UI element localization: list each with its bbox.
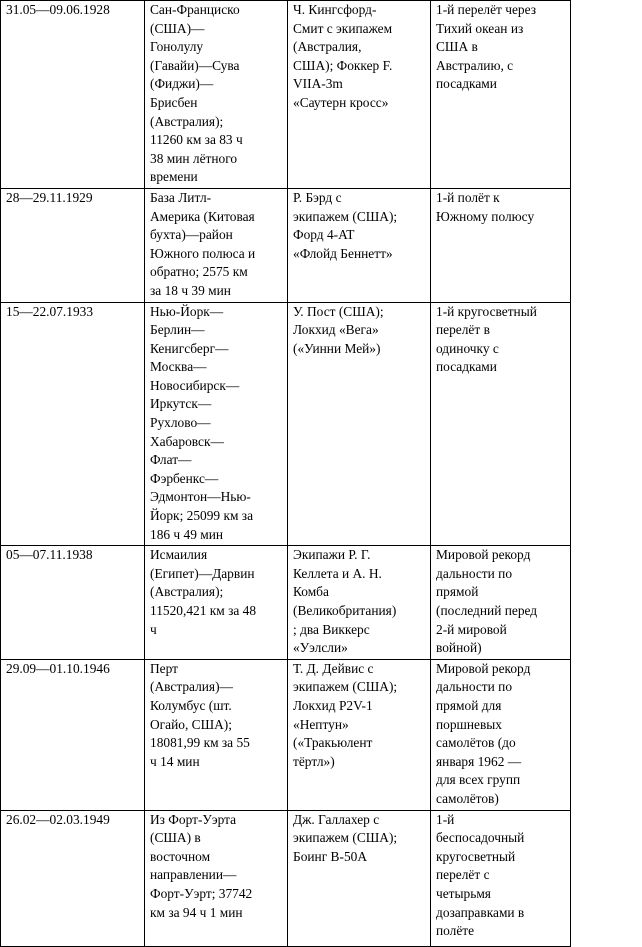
cell-line: (Гавайи)—Сува xyxy=(150,57,240,73)
route-cell xyxy=(145,659,288,810)
cell-line: Фэрбенкс— xyxy=(150,470,219,486)
cell-line: Нью-Йорк— xyxy=(150,303,224,319)
cell-line: дозаправками в xyxy=(436,904,525,920)
cell-line: (США) в xyxy=(150,830,201,846)
cell-line: Сан-Франциско xyxy=(150,2,240,17)
cell-line: Локхид «Вега» xyxy=(293,322,379,338)
cell-line: У. Пост (США); xyxy=(293,303,384,319)
cell-line: Огайо, США); xyxy=(150,716,232,732)
cell-line: (Австралия, xyxy=(293,39,362,55)
cell-line: Эдмонтон—Нью- xyxy=(150,489,251,505)
cell-line: самолётов) xyxy=(436,790,499,806)
cell-line: 18081,99 км за 55 xyxy=(150,735,250,751)
cell-line: (Австралия); xyxy=(150,584,224,600)
cell-line: дальности по xyxy=(436,565,513,581)
cell-line: января 1962 — xyxy=(436,753,522,769)
cell-line: Москва— xyxy=(150,359,207,375)
cell-line: посадками xyxy=(436,76,497,92)
cell-line: Иркутск— xyxy=(150,396,212,412)
cell-line: 2-й мировой xyxy=(436,621,507,637)
date-cell xyxy=(1,302,145,546)
cell-line: для всех групп xyxy=(436,772,521,788)
cell-line: США в xyxy=(436,39,478,55)
table-row xyxy=(1,810,571,946)
cell-line: Америка (Китовая xyxy=(150,208,255,224)
cell-line: США); Фоккер F. xyxy=(293,57,393,73)
cell-line: Р. Бэрд с xyxy=(293,189,342,205)
cell-line: Исмаилия xyxy=(150,547,208,563)
cell-line: 186 ч 49 мин xyxy=(150,526,224,542)
cell-line: Комба xyxy=(293,584,329,600)
cell-line: самолётов (до xyxy=(436,735,516,751)
date-cell xyxy=(1,1,145,189)
cell-line: (Фиджи)— xyxy=(150,76,214,92)
cell-line: Австралию, с xyxy=(436,57,514,73)
crew-aircraft-cell xyxy=(288,1,431,189)
crew-aircraft-cell xyxy=(288,302,431,546)
cell-line: 11520,421 км за 48 xyxy=(150,603,257,618)
cell-line: Мировой рекорд xyxy=(436,547,531,563)
cell-line: посадками xyxy=(436,359,497,375)
cell-line: Дж. Галлахер с xyxy=(293,811,380,827)
cell-line: «Нептун» xyxy=(293,716,349,732)
table-body xyxy=(1,1,571,947)
route-cell xyxy=(145,546,288,660)
cell-line: войной) xyxy=(436,640,482,656)
note-cell xyxy=(431,810,571,946)
cell-line: одиночку с xyxy=(436,340,499,356)
note-cell xyxy=(431,546,571,660)
note-cell xyxy=(431,302,571,546)
cell-line: четырьмя xyxy=(436,885,491,901)
cell-line: (Великобритания) xyxy=(293,603,397,618)
cell-line: 26.02—02.03.1949 xyxy=(6,811,110,827)
cell-line: Южному полюсу xyxy=(436,208,535,224)
cell-line: Форд 4-AT xyxy=(293,227,355,243)
cell-line: Ч. Кингсфорд- xyxy=(293,2,377,17)
cell-line: перелёт с xyxy=(436,867,490,883)
cell-line: Мировой рекорд xyxy=(436,660,531,676)
cell-line: VIIA-3m xyxy=(293,76,343,92)
cell-line: 38 мин лётного xyxy=(150,150,238,166)
cell-line: Гонолулу xyxy=(150,39,204,55)
route-cell xyxy=(145,188,288,302)
cell-line: 1-й перелёт через xyxy=(436,2,537,17)
cell-line: «Флойд Беннетт» xyxy=(293,245,393,261)
cell-line: (Австралия); xyxy=(150,113,224,129)
cell-line: Хабаровск— xyxy=(150,433,224,449)
date-cell xyxy=(1,659,145,810)
cell-line: экипажем (США); xyxy=(293,208,398,224)
cell-line: беспосадочный xyxy=(436,830,525,846)
cell-line: Тихий океан из xyxy=(436,20,524,36)
cell-line: 1-й xyxy=(436,811,455,827)
cell-line: прямой для xyxy=(436,697,502,713)
cell-line: ; два Виккерс xyxy=(293,621,370,637)
cell-line: Кенигсберг— xyxy=(150,340,229,356)
cell-line: экипажем (США); xyxy=(293,830,398,846)
cell-line: времени xyxy=(150,169,198,185)
cell-line: Брисбен xyxy=(150,94,198,110)
cell-line: Новосибирск— xyxy=(150,377,240,393)
cell-line: 05—07.11.1938 xyxy=(6,547,93,563)
cell-line: Т. Д. Дейвис с xyxy=(293,660,374,676)
cell-line: Келлета и А. Н. xyxy=(293,565,382,581)
cell-line: 31.05—09.06.1928 xyxy=(6,2,110,17)
cell-line: перелёт в xyxy=(436,322,490,338)
crew-aircraft-cell xyxy=(288,188,431,302)
cell-line: поршневых xyxy=(436,716,502,732)
cell-line: Форт-Уэрт; 37742 xyxy=(150,885,253,901)
cell-line: Берлин— xyxy=(150,322,205,338)
cell-line: Перт xyxy=(150,660,178,676)
route-cell xyxy=(145,810,288,946)
cell-line: кругосветный xyxy=(436,848,516,864)
route-cell xyxy=(145,302,288,546)
cell-line: Рухлово— xyxy=(150,415,211,431)
cell-line: дальности по xyxy=(436,679,513,695)
cell-line: прямой xyxy=(436,584,479,600)
cell-line: Экипажи Р. Г. xyxy=(293,547,371,563)
cell-line: Смит с экипажем xyxy=(293,20,393,36)
cell-line: 15—22.07.1933 xyxy=(6,303,94,319)
cell-line: восточном xyxy=(150,848,211,864)
cell-line: Колумбус (шт. xyxy=(150,697,232,713)
cell-line: 11260 км за 83 ч xyxy=(150,132,243,148)
cell-line: обратно; 2575 км xyxy=(150,264,248,280)
cell-line: ч 14 мин xyxy=(150,753,200,769)
note-cell xyxy=(431,1,571,189)
date-cell xyxy=(1,546,145,660)
cell-line: Боинг B-50A xyxy=(293,848,368,864)
date-cell xyxy=(1,810,145,946)
cell-line: База Литл- xyxy=(150,189,212,205)
cell-line: экипажем (США); xyxy=(293,679,398,695)
cell-line: 29.09—01.10.1946 xyxy=(6,660,110,676)
cell-line: 28—29.11.1929 xyxy=(6,189,93,205)
cell-line: (США)— xyxy=(150,20,205,36)
cell-line: «Саутерн кросс» xyxy=(293,94,389,110)
cell-line: Из Форт-Уэрта xyxy=(150,811,237,827)
cell-line: «Уэлсли» xyxy=(293,640,348,656)
cell-line: бухта)—район xyxy=(150,227,233,243)
table-row xyxy=(1,659,571,810)
crew-aircraft-cell xyxy=(288,810,431,946)
cell-line: за 18 ч 39 мин xyxy=(150,282,231,298)
cell-line: Локхид P2V-1 xyxy=(293,697,373,713)
cell-line: (последний перед xyxy=(436,603,538,618)
cell-line: (Австралия)— xyxy=(150,679,233,695)
table-row xyxy=(1,302,571,546)
cell-line: тёртл») xyxy=(293,753,335,769)
cell-line: Флат— xyxy=(150,452,192,468)
route-cell xyxy=(145,1,288,189)
cell-line: 1-й полёт к xyxy=(436,189,500,205)
crew-aircraft-cell xyxy=(288,546,431,660)
cell-line: («Тракьюлент xyxy=(293,735,373,751)
cell-line: направлении— xyxy=(150,867,237,883)
cell-line: («Уинни Мей») xyxy=(293,340,381,356)
cell-line: (Египет)—Дарвин xyxy=(150,565,255,581)
crew-aircraft-cell xyxy=(288,659,431,810)
cell-line: Йорк; 25099 км за xyxy=(150,508,254,524)
cell-line: полёте xyxy=(436,923,475,939)
cell-line: 1-й кругосветный xyxy=(436,303,537,319)
table-row xyxy=(1,546,571,660)
cell-line: км за 94 ч 1 мин xyxy=(150,904,243,920)
table-row xyxy=(1,188,571,302)
cell-line: ч xyxy=(150,621,157,637)
cell-line: Южного полюса и xyxy=(150,245,256,261)
note-cell xyxy=(431,659,571,810)
note-cell xyxy=(431,188,571,302)
table-row xyxy=(1,1,571,189)
date-cell xyxy=(1,188,145,302)
